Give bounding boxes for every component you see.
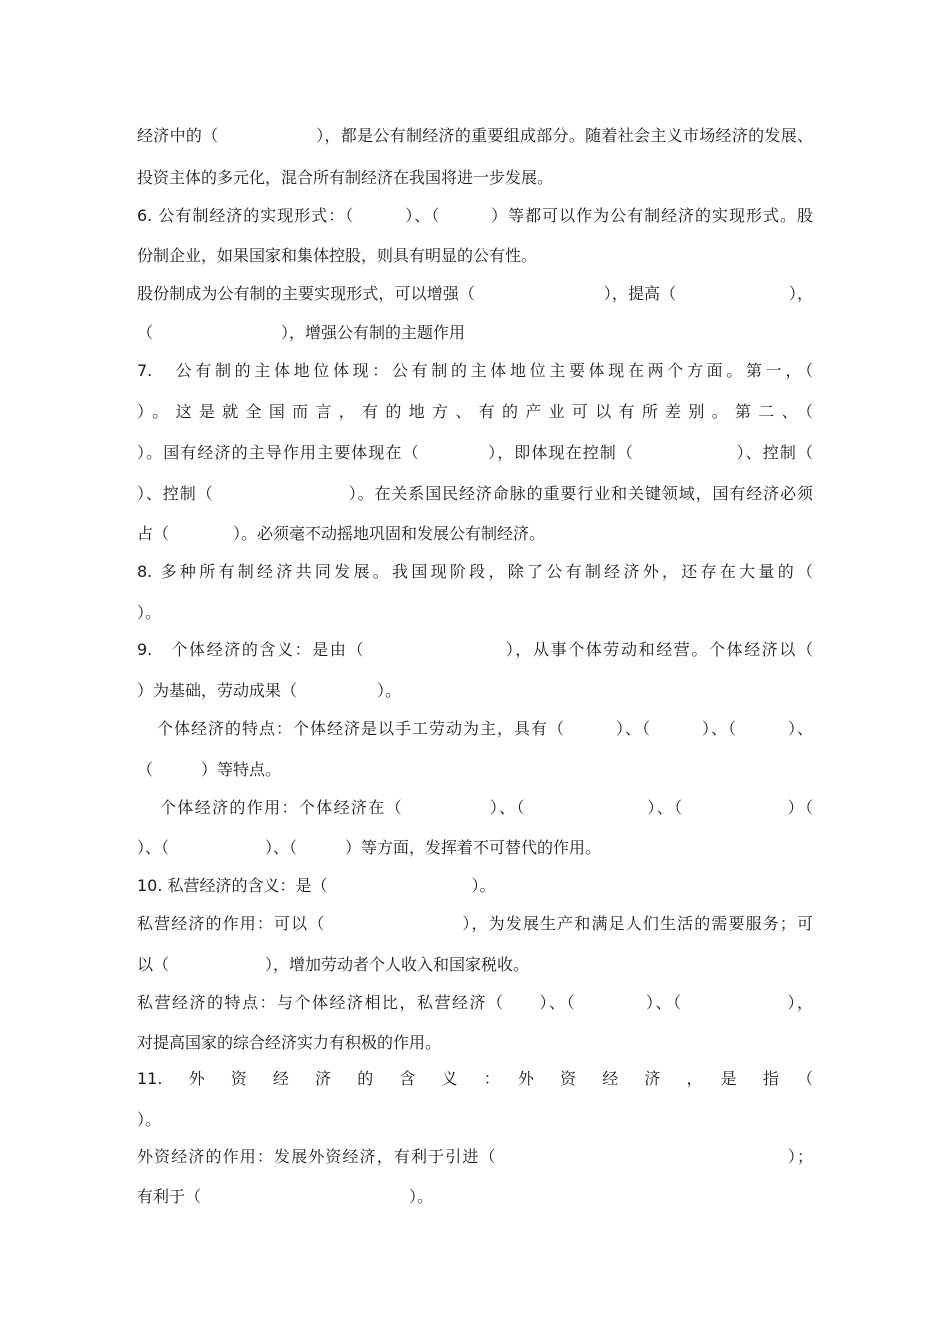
text-line: 外资经济的作用：发展外资经济，有利于引进（ ）； (137, 1147, 813, 1166)
text-line: 股份制成为公有制的主要实现形式，可以增强（ ），提高（ ）， (137, 284, 813, 303)
text-line: 对提高国家的综合经济实力有积极的作用。 (137, 1033, 442, 1052)
text-line: ）、控制（ ）。在关系国民经济命脉的重要行业和关键领域，国有经济必须 (137, 484, 813, 503)
item-10-heading: 10. 私营经济的含义：是（ ）。 (137, 876, 496, 895)
text-line: ）。国有经济的主导作用主要体现在（ ），即体现在控制（ ）、控制（ (137, 443, 813, 462)
item-11-heading: 11. 外 资 经 济 的 含 义 ： 外 资 经 济 ， 是 指 （ (137, 1069, 813, 1088)
text-line: 个体经济的作用：个体经济在（ ）、（ ）、（ ）（ (160, 798, 813, 817)
item-8-heading: 8. 多种所有制经济共同发展。我国现阶段，除了公有制经济外，还存在大量的（ (137, 562, 813, 581)
text-line: （ ）等特点。 (137, 760, 282, 779)
text-line: ）为基础，劳动成果（ ）。 (137, 681, 402, 700)
text-line: 占（ ）。必须毫不动摇地巩固和发展公有制经济。 (137, 524, 546, 543)
text-line: ）。 (137, 1110, 162, 1129)
text-line: 私营经济的作用：可以（ ），为发展生产和满足人们生活的需要服务；可 (137, 914, 813, 933)
text-line: （ ），增强公有制的主题作用 (137, 323, 466, 342)
text-line: 投资主体的多元化，混合所有制经济在我国将进一步发展。 (137, 168, 554, 187)
text-line: ）、（ ）、（ ）等方面，发挥着不可替代的作用。 (137, 838, 602, 857)
text-line: ）。这是就全国而言，有的地方、有的产业可以有所差别。第二、（ (137, 402, 813, 421)
item-9-heading: 9. 个体经济的含义：是由（ ），从事个体劳动和经营。个体经济以（ (137, 640, 813, 659)
text-line: ）。 (137, 603, 162, 622)
item-6-heading: 6. 公有制经济的实现形式：（ ）、（ ）等都可以作为公有制经济的实现形式。股 (137, 206, 813, 225)
text-line: 以（ ），增加劳动者个人收入和国家税收。 (137, 955, 530, 974)
text-line: 份制企业，如果国家和集体控股，则具有明显的公有性。 (137, 246, 538, 265)
item-7-heading: 7. 公有制的主体地位体现：公有制的主体地位主要体现在两个方面。第一，（ (137, 361, 813, 380)
text-line: 私营经济的特点：与个体经济相比，私营经济（ ）、（ ）、（ ）， (137, 993, 813, 1012)
text-line: 有利于（ ）。 (137, 1187, 434, 1206)
text-line: 个体经济的特点：个体经济是以手工劳动为主，具有（ ）、（ ）、（ ）、 (157, 719, 813, 738)
text-line: 经济中的（ ），都是公有制经济的重要组成部分。随着社会主义市场经济的发展、 (137, 126, 813, 145)
